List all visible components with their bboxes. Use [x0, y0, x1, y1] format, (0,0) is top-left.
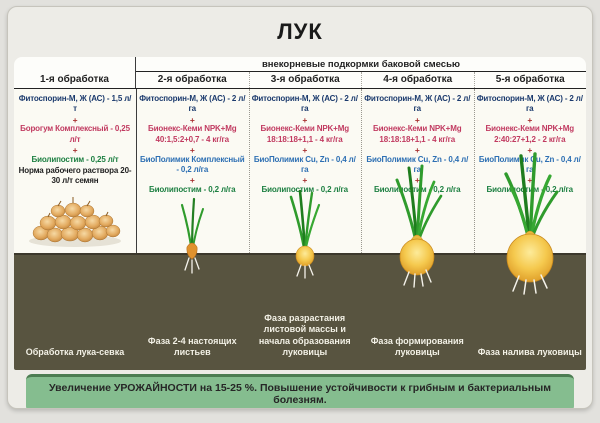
plus-separator: + — [302, 175, 308, 186]
plus-separator: + — [72, 145, 78, 156]
column-divider-dotted — [361, 89, 362, 253]
product-line: БиоПолимик Cu, Zn - 0,4 л/га — [253, 154, 356, 174]
plus-separator: + — [527, 114, 533, 125]
plus-separator: + — [414, 114, 420, 125]
onion-bulb-large-icon — [491, 148, 569, 300]
yield-banner: Увеличение УРОЖАЙНОСТИ на 15-25 %. Повышение устойчивости к грибным и бактериальным болезням. — [26, 374, 574, 409]
product-line: БиоПолимик Cu, Zn - 0,4 л/га — [366, 154, 469, 174]
column-1 — [14, 89, 136, 370]
treatment-table — [14, 57, 586, 370]
product-line: Фитоспорин-М, Ж (АС) - 2 л/га — [476, 94, 583, 114]
page-title: ЛУК — [277, 19, 323, 44]
onion-seedling-small-icon — [174, 195, 210, 279]
infographic-panel — [7, 6, 593, 409]
product-line: Фитоспорин-М, Ж (АС) - 1,5 л/т — [18, 94, 132, 114]
product-line: Бионекс-Кеми NPK+Mg 18:18:18+1,1 - 4 кг/га — [260, 124, 349, 144]
product-line: Биолипостим - 0,2 л/га — [486, 184, 573, 194]
column-header-3: 3-я обработка — [249, 72, 362, 88]
treatment-list-3 — [249, 89, 362, 195]
onion-seedling-medium-icon — [282, 183, 328, 281]
product-line: БиоПолимик Комплексный - 0,2 л/га — [139, 154, 245, 174]
product-line: Фитоспорин-М, Ж (АС) - 2 л/га — [139, 94, 246, 114]
column-header-5: 5-я обработка — [474, 72, 587, 88]
column-divider-dotted — [249, 89, 250, 253]
plus-separator: + — [302, 145, 308, 156]
column-5 — [474, 89, 587, 370]
product-line: Биолипостим - 0,2 л/га — [149, 184, 236, 194]
product-line: Бионекс-Кеми NPK+Mg 40:1,5:2+0,7 - 4 кг/га — [148, 124, 237, 144]
product-line: Борогум Комплексный - 0,25 л/т — [20, 124, 130, 144]
product-line: Биолипостим - 0,25 л/т — [31, 154, 119, 164]
plus-separator: + — [302, 114, 308, 125]
onion-sets-pile-icon — [21, 189, 129, 249]
column-divider-dotted — [474, 89, 475, 253]
product-line: Фитоспорин-М, Ж (АС) - 2 л/га — [364, 94, 471, 114]
product-line: Фитоспорин-М, Ж (АС) - 2 л/га — [251, 94, 358, 114]
product-line: Биолипостим - 0,2 л/га — [374, 184, 461, 194]
product-line: Биолипостим - 0,2 л/га — [261, 184, 348, 194]
phase-label-1: Обработка лука-севка — [25, 346, 125, 357]
plus-separator: + — [527, 175, 533, 186]
group-header: внекорневые подкормки баковой смесью — [136, 57, 586, 72]
column-header-2: 2-я обработка — [157, 74, 227, 85]
plus-separator: + — [72, 114, 78, 125]
column-divider-solid — [136, 89, 137, 253]
column-headers-row — [136, 72, 586, 88]
onion-bulb-forming-icon — [384, 158, 450, 290]
plus-separator: + — [414, 145, 420, 156]
product-line: Бионекс-Кеми NPK+Mg 2:40:27+1,2 - 2 кг/га — [485, 124, 574, 144]
plus-separator: + — [414, 175, 420, 186]
treatment-list-2 — [136, 89, 249, 195]
group-header-wrap — [136, 57, 586, 88]
table-header — [14, 57, 586, 89]
column-2 — [136, 89, 249, 370]
column-4 — [361, 89, 474, 370]
phase-label-4: Фаза формирования луковицы — [370, 335, 464, 357]
plus-separator: + — [189, 114, 195, 125]
product-line: БиоПолимик Cu, Zn - 0,4 л/га — [478, 154, 581, 174]
column-header-1: 1-я обработка — [14, 57, 136, 88]
column-header-4: 4-я обработка — [361, 72, 474, 88]
column-3 — [249, 89, 362, 370]
product-line: Бионекс-Кеми NPK+Mg 18:18:18+1,1 - 4 кг/га — [373, 124, 462, 144]
phase-label-2: Фаза 2-4 настоящих листьев — [147, 335, 237, 357]
treatment-list-1 — [14, 89, 136, 187]
plus-separator: + — [189, 175, 195, 186]
growth-stage-area — [14, 89, 586, 370]
plus-separator: + — [189, 145, 195, 156]
product-line: Норма рабочего раствора 20-30 л/т семян — [18, 165, 132, 186]
phase-label-3: Фаза разрастания листовой массы и начала образования луковицы — [258, 313, 351, 357]
plus-separator: + — [527, 145, 533, 156]
phase-label-5: Фаза налива луковицы — [477, 346, 582, 357]
